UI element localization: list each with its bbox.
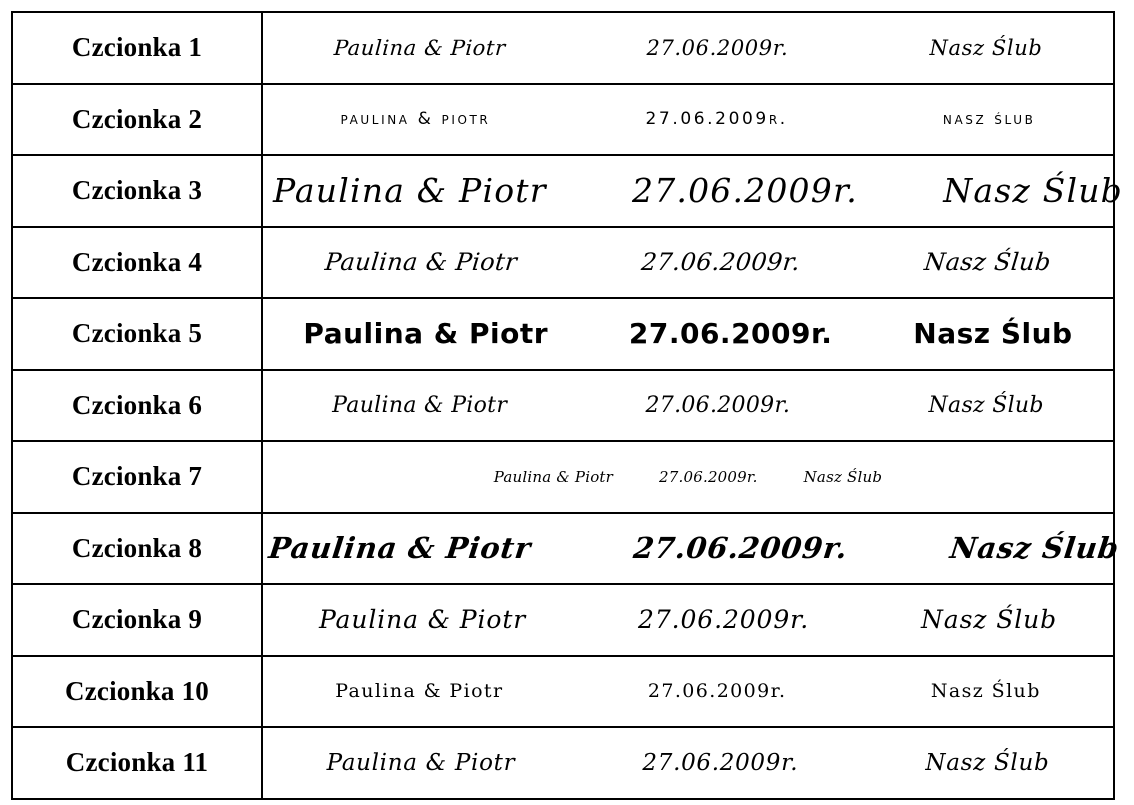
sample-row (263, 605, 1113, 634)
font-sample-cell (262, 441, 1114, 513)
font-label-cell (12, 84, 262, 156)
sample-date: 27.06.2009r. (639, 248, 802, 277)
font-label: Czcionka 3 (71, 175, 203, 206)
sample-caption: Nasz Ślub (930, 680, 1041, 703)
font-label-cell (12, 441, 262, 513)
font-label: Czcionka 8 (71, 532, 203, 563)
font-sample-cell (262, 84, 1114, 156)
sample-names: Paulina & Piotr (273, 171, 547, 211)
table-row (12, 155, 1114, 227)
font-label: Czcionka 1 (71, 32, 203, 63)
font-label-cell (12, 298, 262, 370)
font-label: Czcionka 2 (71, 103, 203, 134)
font-label-cell (12, 584, 262, 656)
sample-date: 27.06.2009r. (645, 392, 791, 418)
sample-caption: Nasz Ślub (948, 531, 1122, 566)
table-row (12, 513, 1114, 585)
sample-names: Paulina & Piotr (493, 467, 614, 486)
sample-names: Paulina & Piotr (326, 749, 516, 776)
sample-caption: Nasz Ślub (943, 171, 1123, 211)
sample-row (263, 680, 1113, 702)
sample-names: Paulina & Piotr (323, 248, 519, 277)
sample-row (263, 171, 1133, 210)
font-label: Czcionka 6 (71, 389, 203, 420)
font-sample-cell (262, 727, 1114, 799)
sample-caption: Nasz Ślub (925, 749, 1050, 776)
font-sample-cell (262, 513, 1122, 585)
sample-date: 27.06.2009r. (628, 317, 833, 351)
font-label-cell (12, 12, 262, 84)
font-sample-cell (262, 370, 1114, 442)
sample-names: Paulina & Piotr (332, 392, 508, 418)
font-sample-cell (262, 584, 1114, 656)
sample-row (263, 109, 1113, 129)
sample-row (263, 468, 1113, 486)
sample-names: Paulina & Piotr (318, 605, 527, 635)
sample-row (263, 36, 1113, 60)
font-label: Czcionka 9 (71, 604, 203, 635)
sample-names: Paulina & Piotr (266, 531, 534, 566)
table-row (12, 727, 1114, 799)
sample-date: 27.06.2009r. (632, 171, 858, 211)
sample-row (262, 248, 1115, 276)
sample-row (263, 750, 1113, 776)
font-label: Czcionka 7 (71, 461, 203, 492)
sample-date: 27.06.2009r. (638, 605, 810, 635)
font-sample-cell (262, 656, 1114, 728)
sample-caption: Nasz Ślub (928, 392, 1044, 418)
sample-date: 27.06.2009r. (659, 467, 758, 486)
sample-caption: Nasz Ślub (803, 467, 883, 486)
sample-row (261, 531, 1127, 565)
font-label-cell (12, 513, 262, 585)
font-sample-cell (262, 227, 1114, 299)
sample-caption: Nasz Ślub (913, 317, 1073, 351)
sample-date: 27.06.2009r. (646, 35, 789, 60)
sample-names: Paulina & Piotr (335, 680, 504, 703)
sample-row (263, 393, 1113, 418)
font-sample-cell (262, 298, 1114, 370)
font-sample-cell (262, 155, 1123, 227)
font-label-cell (12, 727, 262, 799)
sample-date: 27.06.2009r. (645, 109, 788, 130)
sample-caption: Nasz Ślub (921, 605, 1058, 635)
sample-row (263, 317, 1113, 350)
sample-names: Paulina & Piotr (332, 35, 507, 60)
font-label: Czcionka 11 (65, 747, 209, 778)
font-label: Czcionka 10 (65, 675, 209, 706)
sample-caption: Nasz Ślub (929, 35, 1043, 60)
font-label-cell (12, 227, 262, 299)
font-sample-cell (262, 12, 1114, 84)
table-row (12, 298, 1114, 370)
table-row (12, 370, 1114, 442)
sample-date: 27.06.2009r. (631, 531, 850, 566)
table-row (12, 441, 1114, 513)
sample-names: paulina & piotr (340, 109, 491, 130)
sample-date: 27.06.2009r. (642, 749, 799, 776)
font-label: Czcionka 5 (71, 318, 203, 349)
sample-caption: Nasz Ślub (922, 248, 1053, 277)
font-samples-table (11, 11, 1123, 800)
font-label-cell (12, 656, 262, 728)
table-row (12, 227, 1114, 299)
sample-caption: nasz ślub (942, 109, 1036, 130)
table-row (12, 84, 1114, 156)
table-body (12, 12, 1123, 799)
table-row (12, 584, 1114, 656)
font-label-cell (12, 155, 262, 227)
table-row (12, 12, 1114, 84)
font-label-cell (12, 370, 262, 442)
sample-names: Paulina & Piotr (303, 317, 549, 351)
font-samples-sheet (0, 11, 1134, 805)
font-label: Czcionka 4 (71, 246, 203, 277)
table-row (12, 656, 1114, 728)
sample-date: 27.06.2009r. (647, 680, 787, 703)
